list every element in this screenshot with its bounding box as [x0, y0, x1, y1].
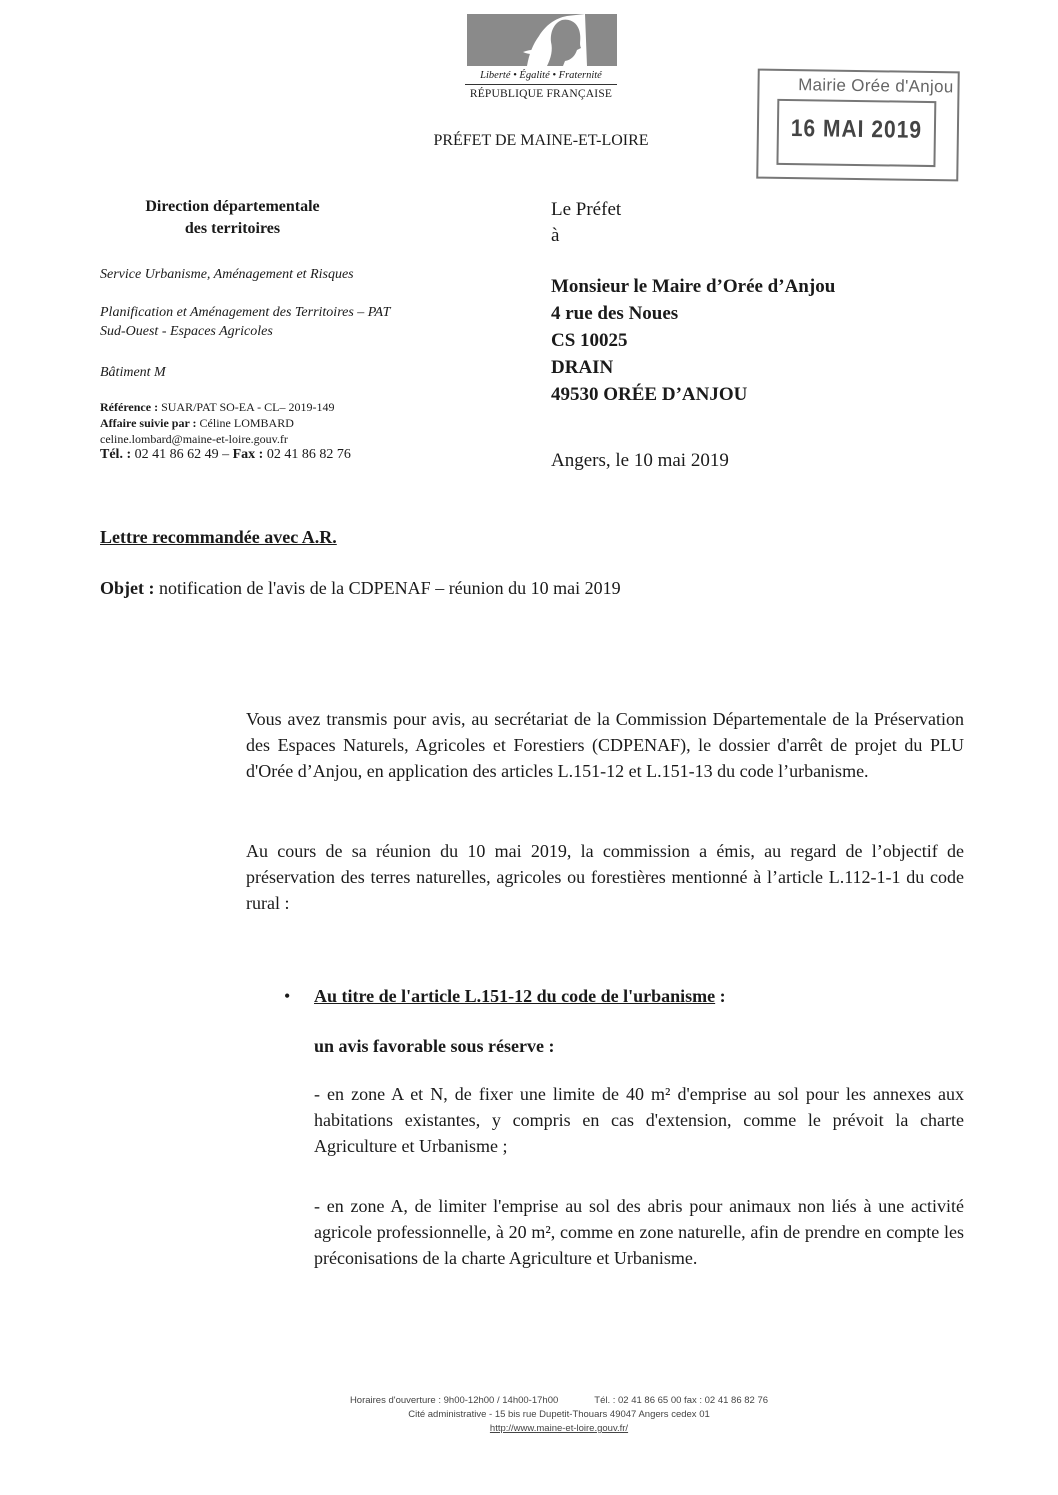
footer-address: Cité administrative - 15 bis rue Dupetit-Thouars 49047 Angers cedex 01 — [408, 1409, 710, 1420]
contact-label: Affaire suivie par : — [100, 416, 197, 430]
address-line: 49530 ORÉE D’ANJOU — [551, 384, 748, 405]
stamp-date: 16 MAI 2019 — [790, 115, 923, 144]
reference-block — [100, 399, 351, 463]
department-line: des territoires — [184, 220, 281, 237]
recipient-address — [551, 273, 835, 408]
footer-hours: Horaires d'ouverture : 9h00-12h00 / 14h00-17h00 — [349, 1395, 559, 1406]
object-value: notification de l'avis de la CDPENAF – réunion du 10 mai 2019 — [158, 578, 621, 598]
stamp-name: Mairie Orée d'Anjou — [798, 75, 954, 97]
letter-type: Lettre recommandée avec A.R. — [100, 527, 337, 547]
fax-value: 02 41 86 82 76 — [266, 447, 351, 462]
marianne-icon — [467, 14, 617, 66]
sender-title — [551, 197, 621, 249]
logo-title: RÉPUBLIQUE FRANÇAISE — [469, 88, 613, 100]
address-line: CS 10025 — [551, 330, 628, 351]
tel-value: 02 41 86 62 49 – — [134, 447, 230, 462]
opinion: un avis favorable sous réserve : — [314, 1036, 555, 1056]
footer — [0, 1394, 1058, 1436]
republique-francaise-logo — [465, 14, 620, 100]
prefecture-title: PRÉFET DE MAINE-ET-LOIRE — [433, 132, 649, 149]
fax-label: Fax : — [232, 447, 264, 462]
tel-label: Tél. : — [100, 447, 132, 462]
address-line: DRAIN — [551, 357, 614, 378]
email[interactable]: celine.lombard@maine-et-loire.gouv.fr — [100, 432, 288, 446]
bullet-icon: • — [284, 986, 291, 1006]
object-label: Objet : — [100, 578, 155, 598]
department-name — [100, 196, 365, 240]
unit-line: Sud-Ouest - Espaces Agricoles — [100, 324, 273, 339]
section-title-suffix: : — [715, 986, 726, 1006]
address-line: Monsieur le Maire d’Orée d’Anjou — [551, 276, 836, 297]
reference-label: Référence : — [100, 400, 159, 414]
paragraph: Au cours de sa réunion du 10 mai 2019, la commission a émis, au regard de l’objectif de préservation des terres naturelles, agricoles ou forestières mentionné à l’article L.112-1-1 du code rural : — [246, 841, 964, 913]
stamp-date-box — [776, 99, 936, 167]
reference-value: SUAR/PAT SO-EA - CL– 2019-149 — [161, 400, 335, 414]
contact-line — [100, 415, 351, 431]
reservation-item: - en zone A et N, de fixer une limite de 40 m² d'emprise au sol pour les annexes aux habitations existantes, y compris en cas d'extension, comme le prévoit la charte Agriculture et Urbanisme ; — [314, 1084, 964, 1156]
place-date: Angers, le 10 mai 2019 — [551, 450, 729, 471]
from-line: Le Préfet — [551, 199, 622, 220]
letter-object — [100, 578, 621, 599]
phone-fax-line — [100, 447, 351, 463]
section-title-text: Au titre de l'article L.151-12 du code de l'urbanisme — [314, 986, 716, 1006]
logo-devise: Liberté • Égalité • Fraternité — [465, 70, 617, 85]
paragraph: Vous avez transmis pour avis, au secrétariat de la Commission Départementale de la Préservation des Espaces Naturels, Agricoles et Forestiers (CDPENAF), le dossier d'arrêt de projet du PLU d'Orée d’Anjou, en application des articles L.151-12 et L.151-13 du code l’urbanisme. — [246, 709, 964, 781]
building: Bâtiment M — [100, 365, 166, 380]
reservation-item: - en zone A, de limiter l'emprise au sol des abris pour animaux non liés à une activité agricole professionnelle, à 20 m², comme en zone naturelle, afin de prendre en compte les préconisations de la charte Agriculture et Urbanisme. — [314, 1196, 964, 1268]
footer-phone: Tél. : 02 41 86 65 00 fax : 02 41 86 82 76 — [594, 1395, 769, 1406]
footer-url[interactable]: http://www.maine-et-loire.gouv.fr/ — [489, 1423, 629, 1434]
unit-name — [100, 303, 390, 341]
reception-stamp — [756, 69, 960, 182]
unit-line: Planification et Aménagement des Territoires – PAT — [100, 305, 391, 320]
reference-line — [100, 399, 351, 415]
contact-value: Céline LOMBARD — [199, 416, 294, 430]
department-line: Direction départementale — [145, 198, 320, 215]
to-line: à — [551, 225, 560, 246]
address-line: 4 rue des Noues — [551, 303, 679, 324]
section-title — [314, 986, 726, 1007]
service-name: Service Urbanisme, Aménagement et Risques — [100, 267, 354, 282]
footer-hours-line — [0, 1394, 1058, 1408]
